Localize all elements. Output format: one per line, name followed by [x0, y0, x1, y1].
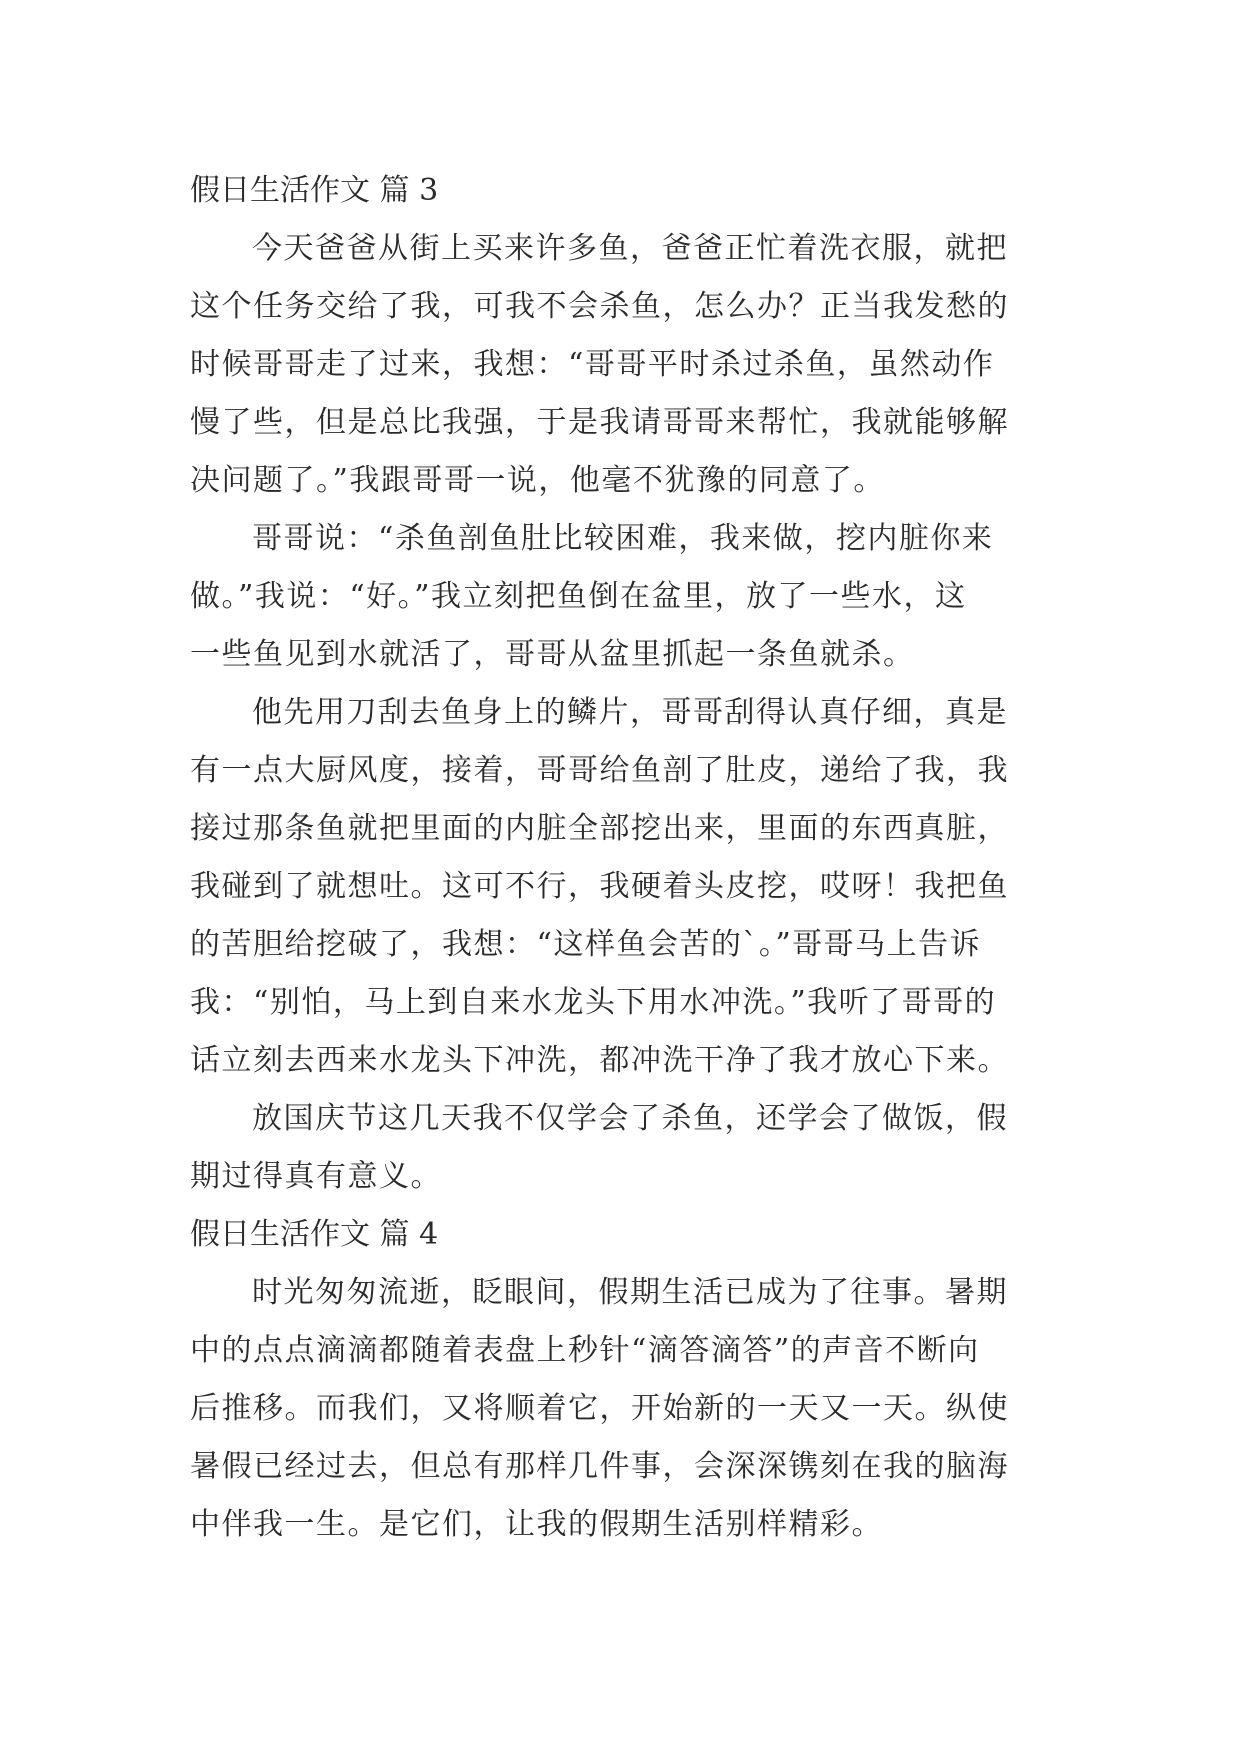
- text-line: 后推移。而我们，又将顺着它，开始新的一天又一天。纵使: [190, 1391, 1009, 1426]
- text-line: 他先用刀刮去鱼身上的鳞片，哥哥刮得认真仔细，真是: [252, 695, 1008, 730]
- text-line: 我碰到了就想吐。这可不行，我硬着头皮挖，哎呀！我把鱼: [190, 869, 1009, 904]
- text-line: 暑假已经过去，但总有那样几件事，会深深镌刻在我的脑海: [190, 1449, 1009, 1484]
- paragraph: [190, 510, 1070, 684]
- essay-section-4: [190, 1206, 1070, 1554]
- text-line: 中的点点滴滴都随着表盘上秒针“滴答滴答”的声音不断向: [190, 1333, 980, 1368]
- paragraph: [190, 1264, 1070, 1554]
- text-line: 的苦胆给挖破了，我想：“这样鱼会苦的`。”哥哥马上告诉: [190, 927, 982, 962]
- text-line: 期过得真有意义。: [190, 1159, 442, 1194]
- text-line: 慢了些，但是总比我强，于是我请哥哥来帮忙，我就能够解: [190, 405, 1009, 440]
- text-line: 今天爸爸从街上买来许多鱼，爸爸正忙着洗衣服，就把: [252, 231, 1008, 266]
- paragraph: [190, 1090, 1070, 1206]
- text-line: 接过那条鱼就把里面的内脏全部挖出来，里面的东西真脏，: [190, 811, 1009, 846]
- paragraph: [190, 220, 1070, 510]
- text-line: 哥哥说：“杀鱼剖鱼肚比较困难，我来做，挖内脏你来: [252, 521, 994, 556]
- text-line: 时候哥哥走了过来，我想：“哥哥平时杀过杀鱼，虽然动作: [190, 347, 995, 382]
- text-line: 做。”我说：“好。”我立刻把鱼倒在盆里，放了一些水，这: [190, 579, 967, 614]
- text-line: 我：“别怕，马上到自来水龙头下用水冲洗。”我听了哥哥的: [190, 985, 997, 1020]
- paragraph: [190, 684, 1070, 1090]
- text-line: 这个任务交给了我，可我不会杀鱼，怎么办？正当我发愁的: [190, 289, 1009, 324]
- text-line: 放国庆节这几天我不仅学会了杀鱼，还学会了做饭，假: [252, 1101, 1008, 1136]
- text-line: 中伴我一生。是它们，让我的假期生活别样精彩。: [190, 1507, 883, 1542]
- section-title: 假日生活作文 篇 4: [190, 1217, 439, 1252]
- text-line: 话立刻去西来水龙头下冲洗，都冲洗干净了我才放心下来。: [190, 1043, 1009, 1078]
- text-line: 决问题了。”我跟哥哥一说，他毫不犹豫的同意了。: [190, 463, 885, 498]
- document-page: [190, 162, 1070, 1554]
- essay-section-3: [190, 162, 1070, 1206]
- text-line: 有一点大厨风度，接着，哥哥给鱼剖了肚皮，递给了我，我: [190, 753, 1009, 788]
- text-line: 时光匆匆流逝，眨眼间，假期生活已成为了往事。暑期: [252, 1275, 1008, 1310]
- section-title: 假日生活作文 篇 3: [190, 173, 439, 208]
- text-line: 一些鱼见到水就活了，哥哥从盆里抓起一条鱼就杀。: [190, 637, 915, 672]
